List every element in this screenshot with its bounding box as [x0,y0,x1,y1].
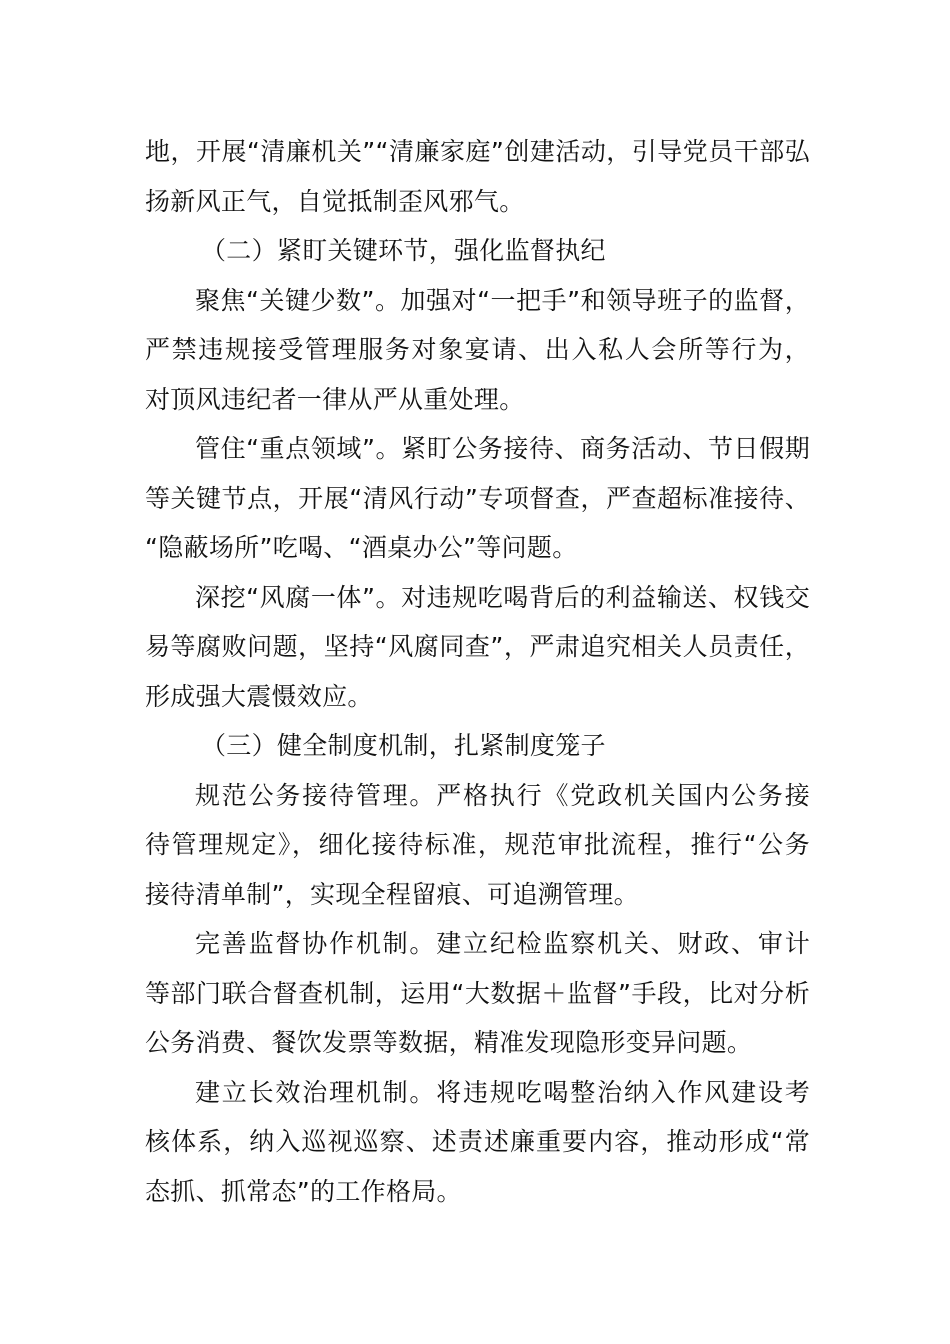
paragraph-line: 严禁违规接受管理服务对象宴请、出入私人会所等行为， [145,335,810,364]
paragraph-line: 形成强大震慑效应。 [145,681,373,711]
section-heading: （三）健全制度机制，扎紧制度笼子 [201,731,606,760]
paragraph-line: 扬新风正气，自觉抵制歪风邪气。 [145,186,525,216]
paragraph-line: 核体系，纳入巡视巡察、述责述廉重要内容，推动形成“常 [145,1127,810,1156]
paragraph-line: 易等腐败问题，坚持“风腐同查”，严肃追究相关人员责任， [145,632,810,661]
paragraph-line: 深挖“风腐一体”。对违规吃喝背后的利益输送、权钱交 [195,582,810,612]
paragraph-line: 聚焦“关键少数”。加强对“一把手”和领导班子的监督， [195,285,810,315]
paragraph-line: “隐蔽场所”吃喝、“酒桌办公”等问题。 [145,533,578,562]
paragraph-line: 态抓、抓常态”的工作格局。 [145,1176,462,1206]
paragraph-line: 公务消费、餐饮发票等数据，精准发现隐形变异问题。 [145,1028,753,1057]
paragraph-line: 待管理规定》，细化接待标准，规范审批流程，推行“公务 [145,830,810,859]
paragraph-line: 建立长效治理机制。将违规吃喝整治纳入作风建设考 [195,1077,810,1107]
paragraph-line: 规范公务接待管理。严格执行《党政机关国内公务接 [195,780,810,810]
document-body [145,127,810,1216]
paragraph-line: 完善监督协作机制。建立纪检监察机关、财政、审计 [195,929,810,958]
paragraph-line: 地，开展“清廉机关”“清廉家庭”创建活动，引导党员干部弘 [145,137,810,166]
paragraph-line: 等部门联合督查机制，运用“大数据＋监督”手段，比对分析 [145,978,810,1008]
section-heading: （二）紧盯关键环节，强化监督执纪 [201,236,606,265]
paragraph-line: 接待清单制”，实现全程留痕、可追溯管理。 [145,879,639,909]
paragraph-line: 对顶风违纪者一律从严从重处理。 [145,384,525,414]
paragraph-line: 管住“重点领域”。紧盯公务接待、商务活动、节日假期 [195,434,810,463]
paragraph-line: 等关键节点，开展“清风行动”专项督查，严查超标准接待、 [145,483,810,513]
